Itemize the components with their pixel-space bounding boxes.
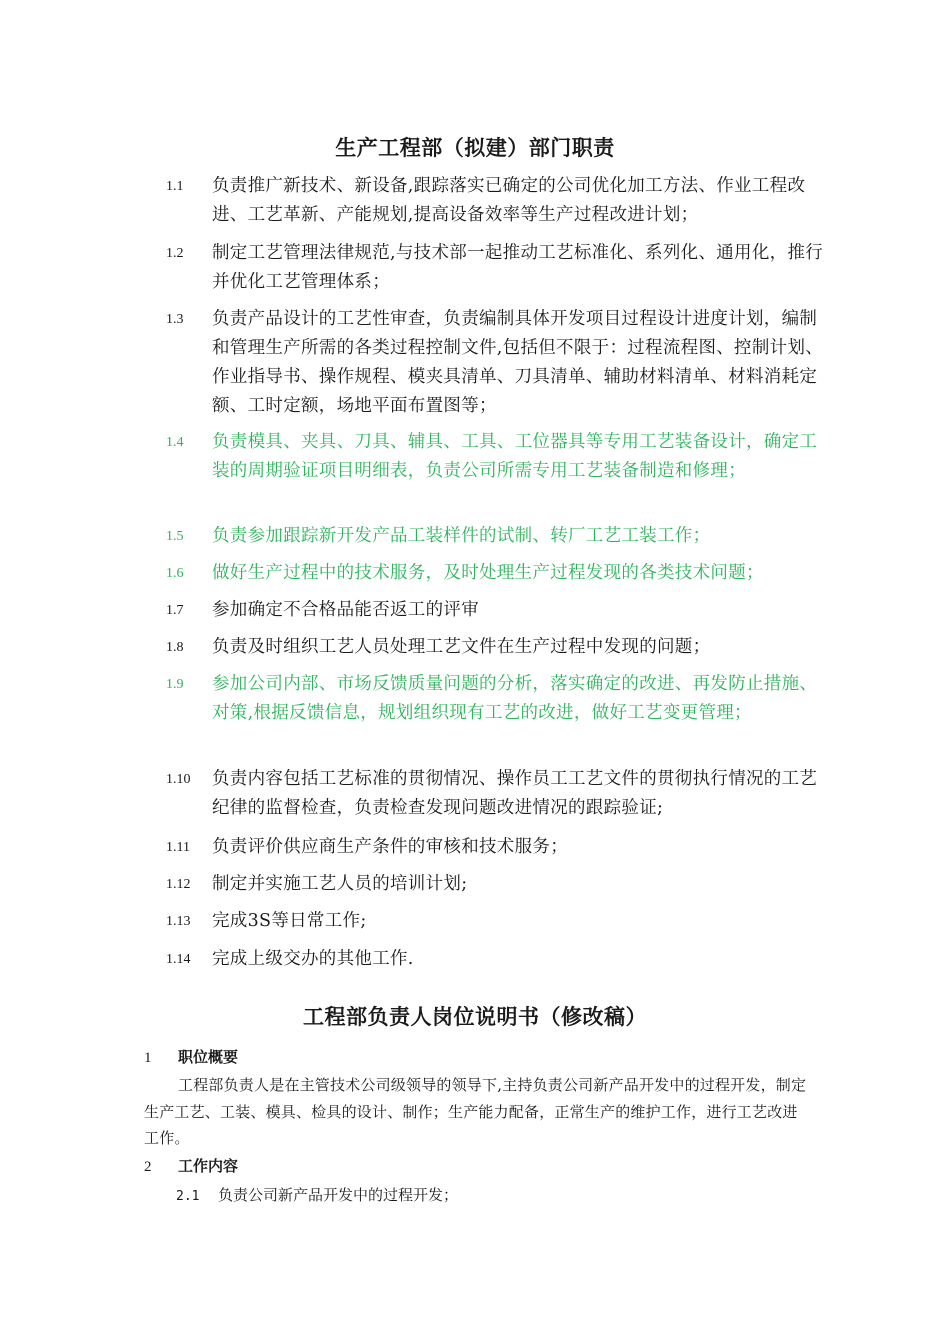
duty-text: 完成3S等日常工作; bbox=[212, 911, 367, 931]
section-heading-text: 职位概要 bbox=[178, 1048, 239, 1066]
duty-item bbox=[166, 945, 826, 974]
section-number: 1 bbox=[144, 1050, 152, 1066]
duty-number: 1.10 bbox=[166, 772, 191, 787]
job-description-title: 工程部负责人岗位说明书（修改稿） bbox=[303, 1004, 647, 1029]
duty-item bbox=[166, 239, 826, 297]
duty-text: 负责推广新技术、新设备,跟踪落实已确定的公司优化加工方法、作业工程改进、工艺革新、产能规划,提高设备效率等生产过程改进计划； bbox=[212, 176, 806, 225]
subsection-number: 2.1 bbox=[176, 1189, 200, 1204]
duty-text: 制定工艺管理法律规范,与技术部一起推动工艺标准化、系列化、通用化，推行并优化工艺管理体系； bbox=[212, 243, 824, 292]
duty-number: 1.1 bbox=[166, 179, 184, 194]
duty-number: 1.12 bbox=[166, 877, 191, 892]
duty-item bbox=[166, 670, 826, 728]
duty-text: 负责参加跟踪新开发产品工装样件的试制、转厂工艺工装工作； bbox=[212, 526, 711, 546]
duty-number: 1.3 bbox=[166, 312, 184, 327]
duty-number: 1.7 bbox=[166, 603, 184, 618]
duty-item bbox=[166, 172, 826, 230]
duty-number: 1.14 bbox=[166, 952, 191, 967]
duty-text: 参加公司内部、市场反馈质量问题的分析，落实确定的改进、再发防止措施、对策,根据反馈信息，规划组织现有工艺的改进，做好工艺变更管理； bbox=[212, 674, 818, 723]
duty-text: 负责内容包括工艺标准的贯彻情况、操作员工工艺文件的贯彻执行情况的工艺纪律的监督检查，负责检查发现问题改进情况的跟踪验证; bbox=[212, 769, 818, 818]
duty-item bbox=[166, 907, 826, 936]
subsection-item bbox=[176, 1184, 458, 1205]
duty-number: 1.11 bbox=[166, 840, 190, 855]
duty-item bbox=[166, 765, 826, 823]
section-number: 2 bbox=[144, 1159, 152, 1175]
duty-item bbox=[166, 305, 826, 421]
duty-item bbox=[166, 559, 826, 588]
duty-text: 负责模具、夹具、刀具、辅具、工具、工位器具等专用工艺装备设计，确定工装的周期验证项目明细表，负责公司所需专用工艺装备制造和修理； bbox=[212, 432, 818, 481]
duty-number: 1.6 bbox=[166, 566, 184, 581]
duty-text: 负责评价供应商生产条件的审核和技术服务； bbox=[212, 837, 568, 857]
section-heading-text: 工作内容 bbox=[178, 1157, 239, 1175]
duty-item bbox=[166, 833, 826, 862]
section-paragraph: 工程部负责人是在主管技术公司级领导的领导下,主持负责公司新产品开发中的过程开发，制定生产工艺、工装、模具、检具的设计、制作；生产能力配备，正常生产的维护工作，进行工艺改进工作。 bbox=[144, 1076, 807, 1147]
department-duties-title: 生产工程部（拟建）部门职责 bbox=[335, 135, 615, 160]
duty-item bbox=[166, 870, 826, 899]
duty-number: 1.8 bbox=[166, 640, 184, 655]
duty-item bbox=[166, 428, 826, 486]
duty-text: 负责产品设计的工艺性审查，负责编制具体开发项目过程设计进度计划，编制和管理生产所需的各类过程控制文件,包括但不限于：过程流程图、控制计划、作业指导书、操作规程、模夹具清单、刀具清单、辅助材料清单、材料消耗定额、工时定额，场地平面布置图等； bbox=[212, 309, 824, 416]
duty-number: 1.13 bbox=[166, 914, 191, 929]
duty-text: 负责及时组织工艺人员处理工艺文件在生产过程中发现的问题； bbox=[212, 637, 711, 657]
duty-number: 1.2 bbox=[166, 246, 184, 261]
duty-number: 1.4 bbox=[166, 435, 184, 450]
duty-item bbox=[166, 596, 826, 625]
section-heading bbox=[144, 1155, 238, 1176]
subsection-text: 负责公司新产品开发中的过程开发； bbox=[218, 1186, 459, 1204]
duty-text: 做好生产过程中的技术服务，及时处理生产过程发现的各类技术问题； bbox=[212, 563, 764, 583]
duty-item bbox=[166, 522, 826, 551]
duty-number: 1.5 bbox=[166, 529, 184, 544]
duty-text: 制定并实施工艺人员的培训计划; bbox=[212, 874, 468, 894]
section-heading bbox=[144, 1046, 238, 1067]
duty-text: 完成上级交办的其他工作. bbox=[212, 949, 414, 969]
duty-text: 参加确定不合格品能否返工的评审 bbox=[212, 600, 479, 620]
duty-item bbox=[166, 633, 826, 662]
duty-number: 1.9 bbox=[166, 677, 184, 692]
